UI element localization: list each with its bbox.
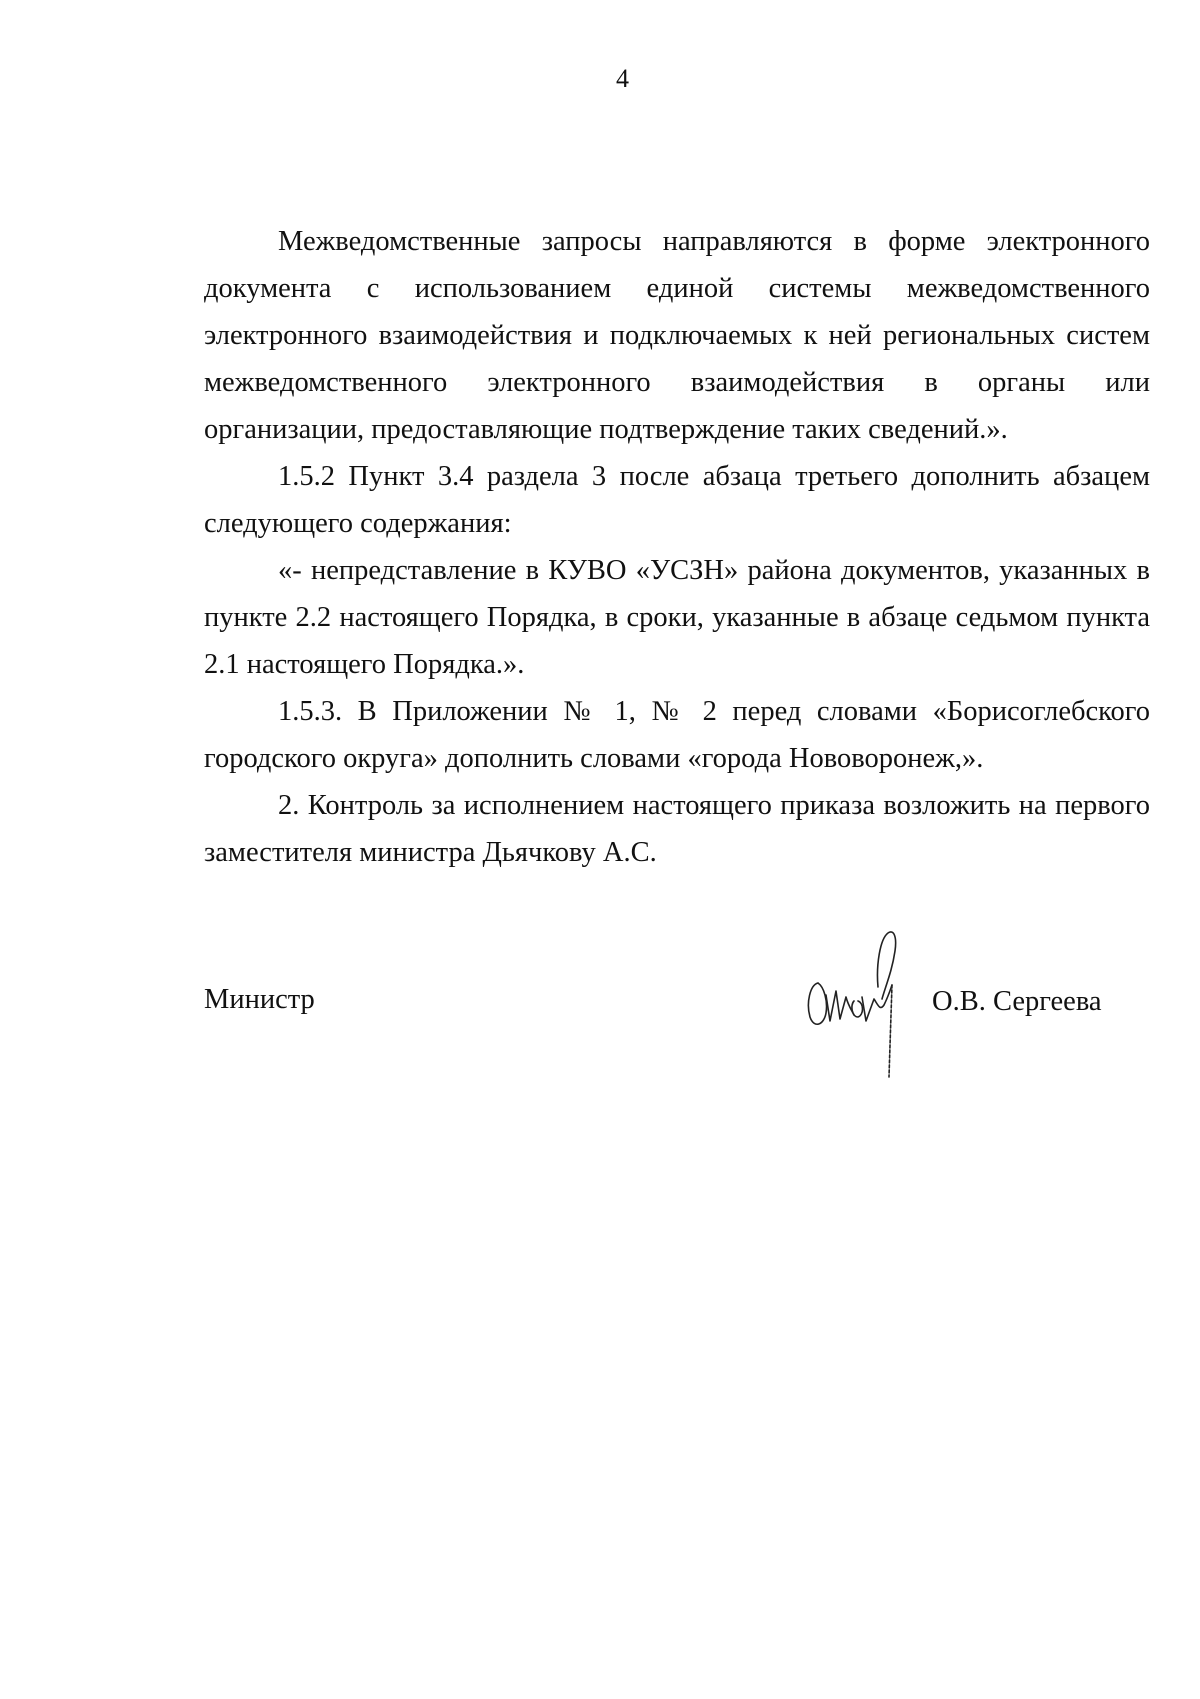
handwritten-signature-icon: [796, 925, 926, 1085]
signature-block: [204, 925, 1104, 1085]
page-number: 4: [616, 64, 629, 93]
paragraph-quoted-addition: «- непредставление в КУВО «УСЗН» района документов, указанных в пункте 2.2 настоящего Порядка, в сроки, указанные в абзаце седьмом пункта 2.1 настоящего Порядка.».: [204, 555, 1150, 680]
signer-name: О.В. Сергеева: [932, 986, 1102, 1017]
paragraph-2-control: 2. Контроль за исполнением настоящего приказа возложить на первого заместителя министра Дьячкову А.С.: [204, 790, 1150, 868]
paragraph-1-5-3: 1.5.3. В Приложении № 1, № 2 перед словами «Борисоглебского городского округа» дополнить словами «города Нововоронеж,».: [204, 696, 1150, 774]
paragraph-interagency-requests: Межведомственные запросы направляются в форме электронного документа с использованием единой системы межведомственного электронного взаимодействия и подключаемых к ней региональных систем межведомственного электронного взаимодействия в органы или организации, предоставляющие подтверждение таких сведений.».: [204, 226, 1150, 445]
paragraph-1-5-2: 1.5.2 Пункт 3.4 раздела 3 после абзаца третьего дополнить абзацем следующего содержания:: [204, 461, 1150, 539]
signer-position: Министр: [204, 984, 315, 1015]
document-body: [204, 218, 1150, 876]
